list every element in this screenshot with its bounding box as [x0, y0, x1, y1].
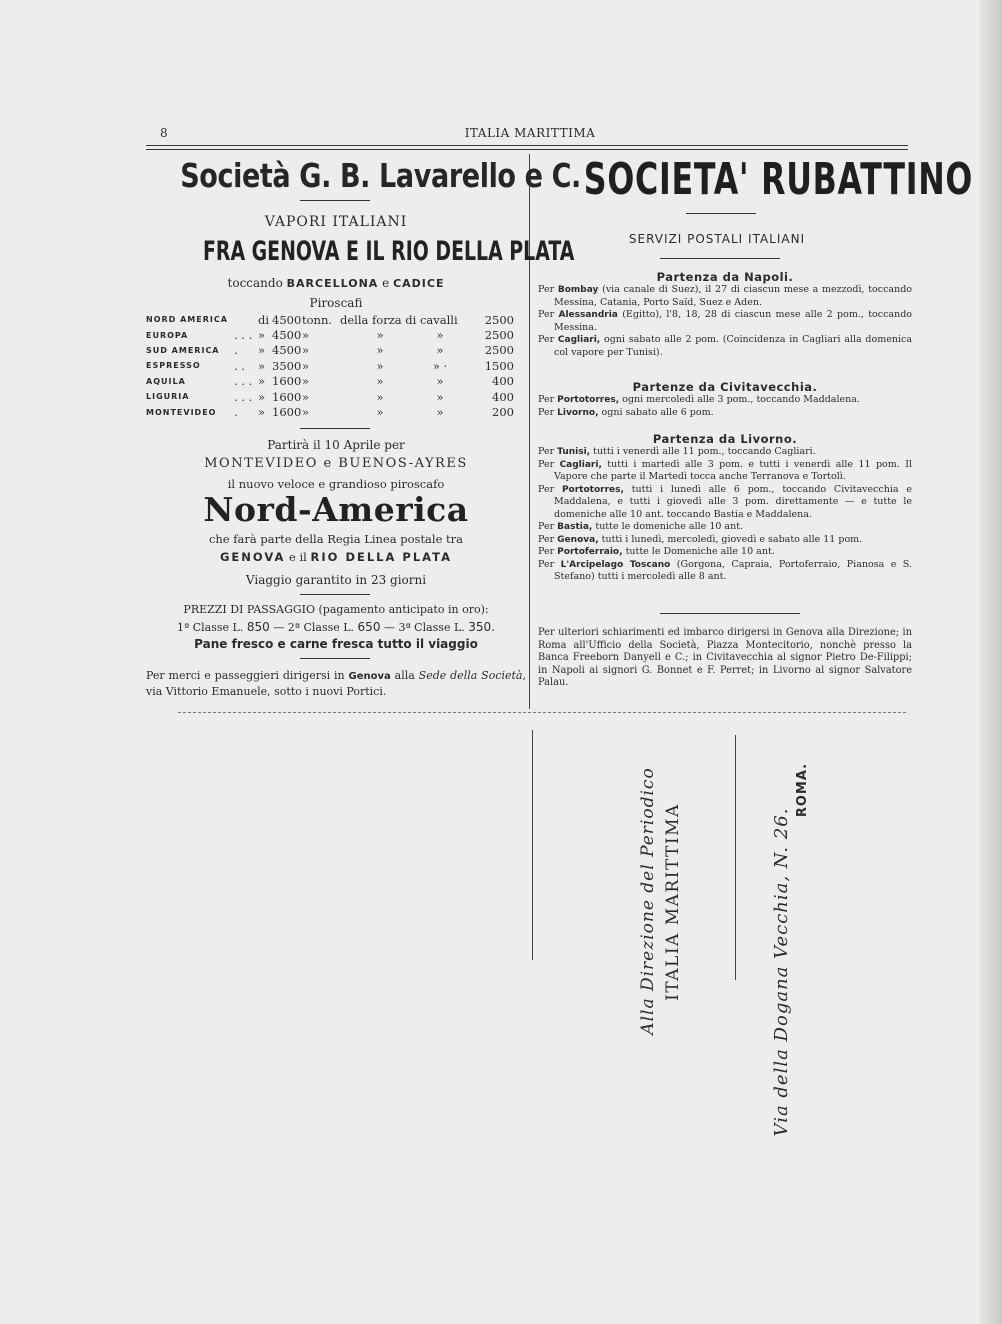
ship-cell: »	[302, 405, 310, 420]
separator	[300, 658, 370, 659]
vapori-italiani: VAPORI ITALIANI	[264, 214, 408, 230]
ship-cell: 4500	[272, 328, 302, 343]
ship-cell: » ·	[432, 358, 448, 373]
page-edge	[980, 0, 1002, 1324]
separator	[300, 428, 370, 429]
livorno-section	[538, 432, 912, 584]
ship-cell: »	[258, 389, 266, 404]
ship-cell: »	[258, 358, 266, 373]
ship-cell: di	[258, 312, 270, 327]
ship-cell: ESPRESSO	[146, 361, 201, 371]
header-rule	[146, 145, 908, 146]
service-entry: Per Livorno, ogni sabato alle 6 pom.	[538, 406, 714, 418]
service-entry: Per Cagliari, ogni sabato alle 2 pom. (Coincidenza in Cagliari alla domenica col vapore per Tunisi).	[538, 334, 912, 358]
page-header	[150, 126, 906, 144]
address-city: ROMA.	[795, 762, 810, 818]
ship-cell: »	[376, 405, 384, 420]
ship-cell: »	[258, 328, 266, 343]
ship-cell: 1600	[272, 374, 302, 389]
ship-cell: SUD AMERICA	[146, 345, 220, 355]
ship-row	[146, 374, 514, 389]
service-entry: Per Portotorres, tutti i lunedì alle 6 pom., toccando Civitavecchia e Maddalena, e tutti i giovedì alle 3 pom. direttamente — e tutte le domeniche alle 10 ant. toccando Bastia e Maddalena.	[538, 483, 912, 520]
servizi-postali: SERVIZI POSTALI ITALIANI	[628, 232, 806, 246]
ships-table	[146, 312, 514, 420]
service-entry: Per Cagliari, tutti i martedì alle 3 pom. e tutti i venerdì alle 11 pom. Il Vapore che parte il Martedì tocca anche Terranova e Tortolì.	[538, 458, 912, 482]
separator	[300, 594, 370, 595]
ship-cell: MONTEVIDEO	[146, 407, 217, 417]
postcard-divider	[532, 730, 533, 960]
destinations-line: MONTEVIDEO e BUENOS-AYRES	[204, 456, 468, 471]
ship-cell: »	[302, 374, 310, 389]
napoli-section	[538, 270, 912, 359]
ship-cell: tonn.	[302, 312, 333, 327]
contact-note: Per merci e passeggieri dirigersi in Genova alla Sede della Società, via Vittorio Emanuele, sotto i nuovi Portici.	[146, 669, 526, 698]
ship-cell: . . .	[234, 374, 253, 389]
ship-row	[146, 389, 514, 404]
section-heading: Partenze da Civitavecchia.	[632, 380, 818, 394]
ship-cell: EUROPA	[146, 330, 189, 340]
ship-cell: »	[258, 405, 266, 420]
ship-cell: »	[436, 389, 444, 404]
toccando-line: toccando BARCELLONA e CADICE	[227, 276, 445, 290]
civitavecchia-section	[538, 380, 912, 419]
ship-cell: »	[436, 374, 444, 389]
ship-cell: »	[376, 374, 384, 389]
ship-horsepower: 1500	[484, 358, 514, 373]
ship-cell: »	[436, 328, 444, 343]
page-number: 8	[160, 126, 168, 140]
service-entry: Per Portoferraio, tutte le Domeniche alle 10 ant.	[538, 546, 775, 557]
address-line-street: Via della Dogana Vecchia, N. 26.	[771, 807, 792, 1137]
ship-cell: »	[436, 343, 444, 358]
ship-cell: »	[302, 389, 310, 404]
prezzi-line: PREZZI DI PASSAGGIO (pagamento anticipato in oro):	[183, 603, 489, 616]
service-entry: Per Genova, tutti i lunedì, mercoledì, giovedì e sabato alle 11 pom.	[538, 533, 863, 545]
ship-horsepower: 2500	[484, 328, 514, 343]
ship-cell: »	[376, 358, 384, 373]
regia-linea-line: che farà parte della Regia Linea postale tra	[208, 532, 464, 546]
address-line-direzione: Alla Direzione del Periodico	[638, 767, 658, 1035]
ship-cell: 1600	[272, 405, 302, 420]
route-heading: FRA GENOVA E IL RIO DELLA PLATA	[203, 236, 575, 267]
ship-cell: AQUILA	[146, 376, 186, 386]
piroscafi-label: Piroscafi	[309, 296, 363, 310]
classi-prices: 1ª Classe L. 850 — 2ª Classe L. 650 — 3ª Classe L. 350.	[177, 620, 495, 634]
ship-horsepower: 200	[492, 405, 514, 420]
ship-row	[146, 343, 514, 358]
service-entry: Per Tunisi, tutti i venerdì alle 11 pom., toccando Cagliari.	[538, 446, 816, 457]
title-underline	[686, 213, 756, 214]
section-heading: Partenza da Napoli.	[656, 270, 794, 284]
ship-row	[146, 404, 514, 419]
ship-cell: 4500	[272, 343, 302, 358]
nuovo-line: il nuovo veloce e grandioso piroscafo	[227, 477, 445, 491]
rubattino-title: SOCIETA' RUBATTINO	[583, 154, 974, 205]
ship-row	[146, 358, 514, 373]
ship-cell: »	[376, 389, 384, 404]
partira-line: Partirà il 10 Aprile per	[267, 438, 405, 452]
ship-cell: . . .	[234, 328, 253, 343]
cut-line	[178, 712, 906, 713]
service-entry: Per Bastia, tutte le domeniche alle 10 ant.	[538, 521, 744, 532]
ship-cell: LIGURIA	[146, 392, 190, 402]
postcard-divider-right	[735, 735, 736, 980]
ship-cell: »	[302, 358, 310, 373]
ship-name-headline: Nord-America	[203, 490, 469, 529]
page-running-title: ITALIA MARITTIMA	[464, 126, 596, 140]
ship-cell: »	[258, 374, 266, 389]
title-underline	[300, 200, 370, 201]
ship-cell: .	[234, 405, 238, 420]
service-entry: Per L'Arcipelago Toscano (Gorgona, Capraia, Portoferraio, Pianosa e S. Stefano) tutti i mercoledì alle 8 ant.	[538, 558, 912, 582]
pane-line: Pane fresco e carne fresca tutto il viaggio	[194, 637, 478, 651]
ship-cell: . .	[234, 358, 245, 373]
header-rule-thin	[146, 149, 908, 150]
ship-cell: »	[376, 328, 384, 343]
ship-row	[146, 312, 514, 327]
ship-cell: della forza di cavalli	[340, 312, 458, 327]
ship-cell: 3500	[272, 358, 302, 373]
ship-row	[146, 327, 514, 342]
rubattino-contact-note: Per ulteriori schiarimenti ed imbarco dirigersi in Genova alla Direzione; in Roma all'Ufficio della Società, Piazza Montecitorio, nonchè presso la Banca Freeborn Danyell e C.; in Civitavecchia al signor Pietro De-Filippi; in Napoli ai signori G. Bonnet e F. Perret; in Livorno al signor Salvatore Palau.	[538, 627, 912, 688]
ship-cell	[234, 312, 258, 327]
ship-cell: NORD AMERICA	[146, 315, 228, 325]
ship-cell: .	[234, 343, 238, 358]
ship-horsepower: 2500	[484, 312, 514, 327]
service-entry: Per Bombay (via canale di Suez), il 27 di ciascun mese a mezzodì, toccando Messina, Catania, Porto Saïd, Suez e Aden.	[538, 284, 912, 308]
ship-cell: . . .	[234, 389, 253, 404]
ship-cell: »	[258, 343, 266, 358]
section-heading: Partenza da Livorno.	[652, 432, 798, 446]
separator	[660, 613, 800, 614]
ship-horsepower: 400	[492, 374, 514, 389]
service-entry: Per Portotorres, ogni mercoledì alle 3 pom., toccando Maddalena.	[538, 394, 860, 405]
ship-cell: »	[302, 328, 310, 343]
ship-cell: »	[436, 405, 444, 420]
service-entry: Per Alessandria (Egitto), l'8, 18, 28 di ciascun mese alle 2 pom., toccando Messina.	[538, 309, 912, 333]
separator	[660, 258, 780, 259]
lavarello-title: Società G. B. Lavarello e C.	[180, 156, 581, 195]
viaggio-line: Viaggio garantito in 23 giorni	[245, 573, 427, 587]
ship-cell: 4500	[272, 312, 302, 327]
address-line-periodico: ITALIA MARITTIMA	[663, 803, 683, 1001]
ship-horsepower: 400	[492, 389, 514, 404]
ship-horsepower: 2500	[484, 343, 514, 358]
ship-cell: »	[376, 343, 384, 358]
route-line: GENOVA e il RIO DELLA PLATA	[219, 550, 453, 564]
ship-cell: 1600	[272, 389, 302, 404]
ship-cell: »	[302, 343, 310, 358]
